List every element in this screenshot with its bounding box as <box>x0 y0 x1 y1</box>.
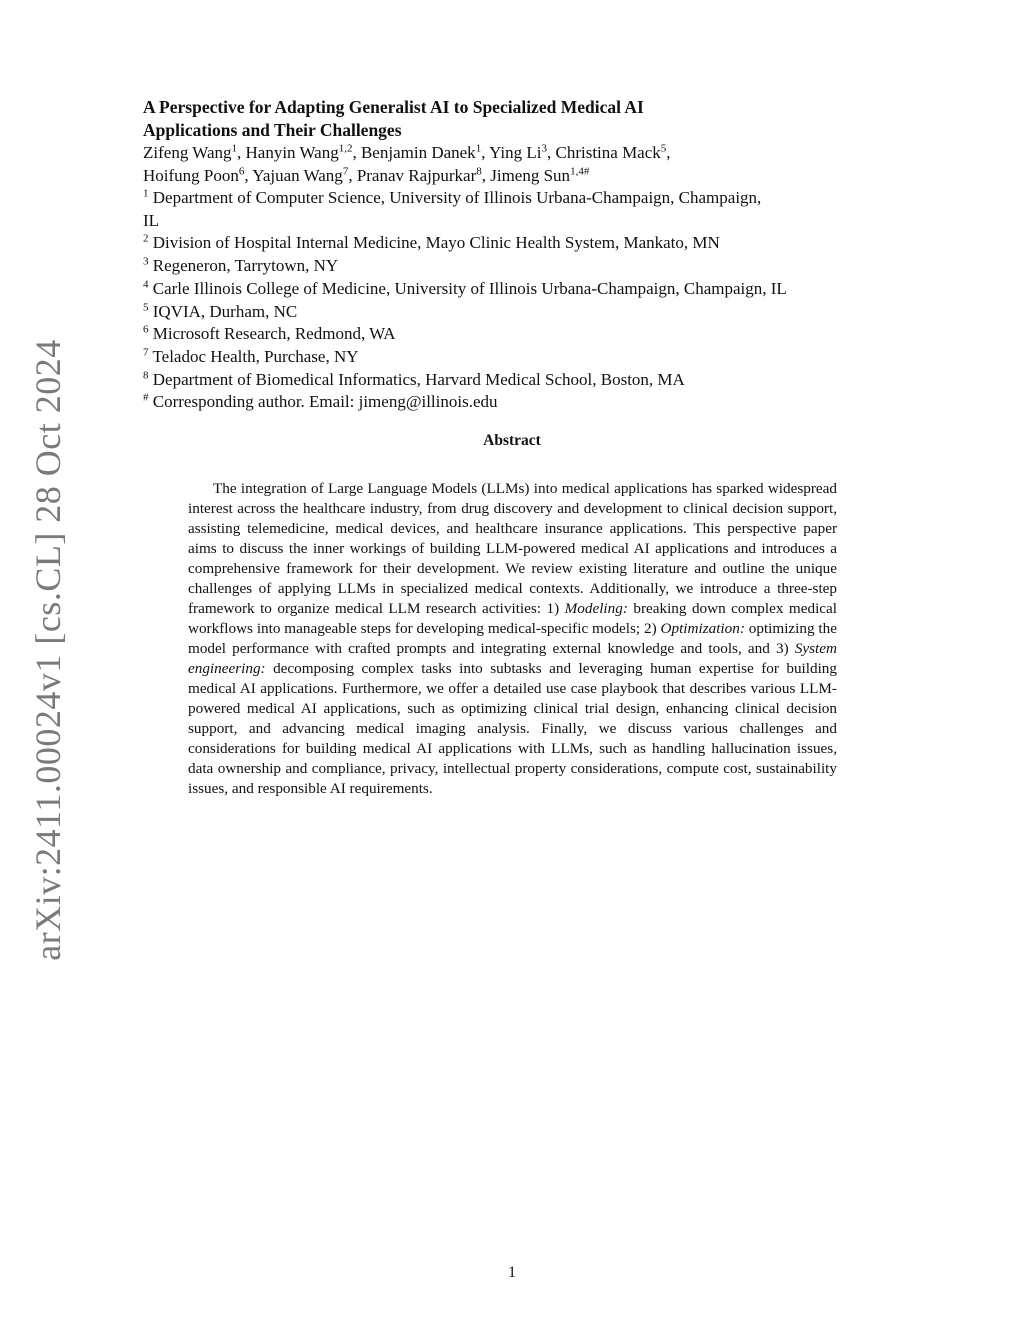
affiliation-item: $^8$ Department of Biomedical Informatics, Harvard Medical School, Boston, MA <box>143 368 685 389</box>
affiliation-item: $^4$ Carle Illinois College of Medicine, University of Illinois Urbana-Champaign, Champaign, IL <box>143 278 787 298</box>
affiliation-item: $^2$ Division of Hospital Internal Medicine, Mayo Clinic Health System, Mankato, MN <box>143 232 720 253</box>
author: Yajuan Wang$^7$, <box>252 165 353 185</box>
paper-title <box>143 96 863 142</box>
arxiv-identifier-text: arXiv:2411.00024v1 [cs.CL] 28 Oct 2024 <box>28 339 69 961</box>
affiliation-item: $^6$ Microsoft Research, Redmond, WA <box>143 323 396 344</box>
author: Christina Mack$^5$, <box>555 142 671 162</box>
affiliation-list <box>143 187 903 414</box>
term-system-engineering: System engineering: <box>188 640 837 678</box>
author: Ying Li$^3$, <box>489 142 552 162</box>
affiliation-item: $^7$ Teladoc Health, Purchase, NY <box>143 346 359 366</box>
term-modeling: Modeling: <box>564 600 628 618</box>
author: Hoifung Poon$^6$, <box>143 165 249 185</box>
author-list <box>143 141 903 187</box>
author: Zifeng Wang$^1$, <box>143 142 242 162</box>
affiliation-item: $^5$ IQVIA, Durham, NC <box>143 300 298 321</box>
abstract-body: The integration of Large Language Models (LLMs) into medical applications has sparked widespread interest across the healthcare industry, from drug discovery and development to clinical decision support, assisting telemedicine, medical devices, and healthcare insurance applications. This perspective paper aims to discuss the inner workings of building LLM-powered medical AI applications and introduces a comprehensive framework for their development. We review existing literature and outline the unique challenges of applying LLMs in specialized medical contexts. Additionally, we introduce a three-step framework to organize medical LLM research activities: 1) Modeling: breaking down complex medical workflows into manageable steps for developing medical-specific models; 2) Optimization: optimizing the model performance with crafted prompts and integrating external knowledge and tools, and 3) System engineering: decomposing complex tasks into subtasks and leveraging human expertise for building medical AI applications. Furthermore, we offer a detailed use case playbook that describes various LLM-powered medical AI applications, such as optimizing clinical trial design, enhancing clinical decision support, and advancing medical imaging analysis. Finally, we discuss various challenges and considerations for building medical AI applications with LLMs, such as handling hallucination issues, data ownership and compliance, privacy, intellectual property considerations, compute cost, sustainability issues, and responsible AI requirements. <box>188 480 837 798</box>
page-number: 1 <box>508 1264 516 1281</box>
paper-title-line-2: Applications and Their Challenges <box>143 120 402 140</box>
author: Hanyin Wang$^{1,2}$, <box>245 142 357 162</box>
author: Benjamin Danek$^1$, <box>360 142 486 162</box>
paper-title-line-1: A Perspective for Adapting Generalist AI to Specialized Medical AI <box>143 97 644 117</box>
affiliation-item-continuation: IL <box>143 210 160 230</box>
affiliation-item: $^1$ Department of Computer Science, University of Illinois Urbana-Champaign, Champaign, <box>143 187 762 207</box>
author: Jimeng Sun$^{1,4\#}$ <box>490 165 590 185</box>
term-optimization: Optimization: <box>660 620 745 638</box>
affiliation-item: $^3$ Regeneron, Tarrytown, NY <box>143 255 339 276</box>
author: Pranav Rajpurkar$^8$, <box>356 165 486 185</box>
corresponding-author-note: # Corresponding author. Email: jimeng@illinois.edu <box>143 391 498 412</box>
abstract-heading: Abstract <box>483 432 541 449</box>
